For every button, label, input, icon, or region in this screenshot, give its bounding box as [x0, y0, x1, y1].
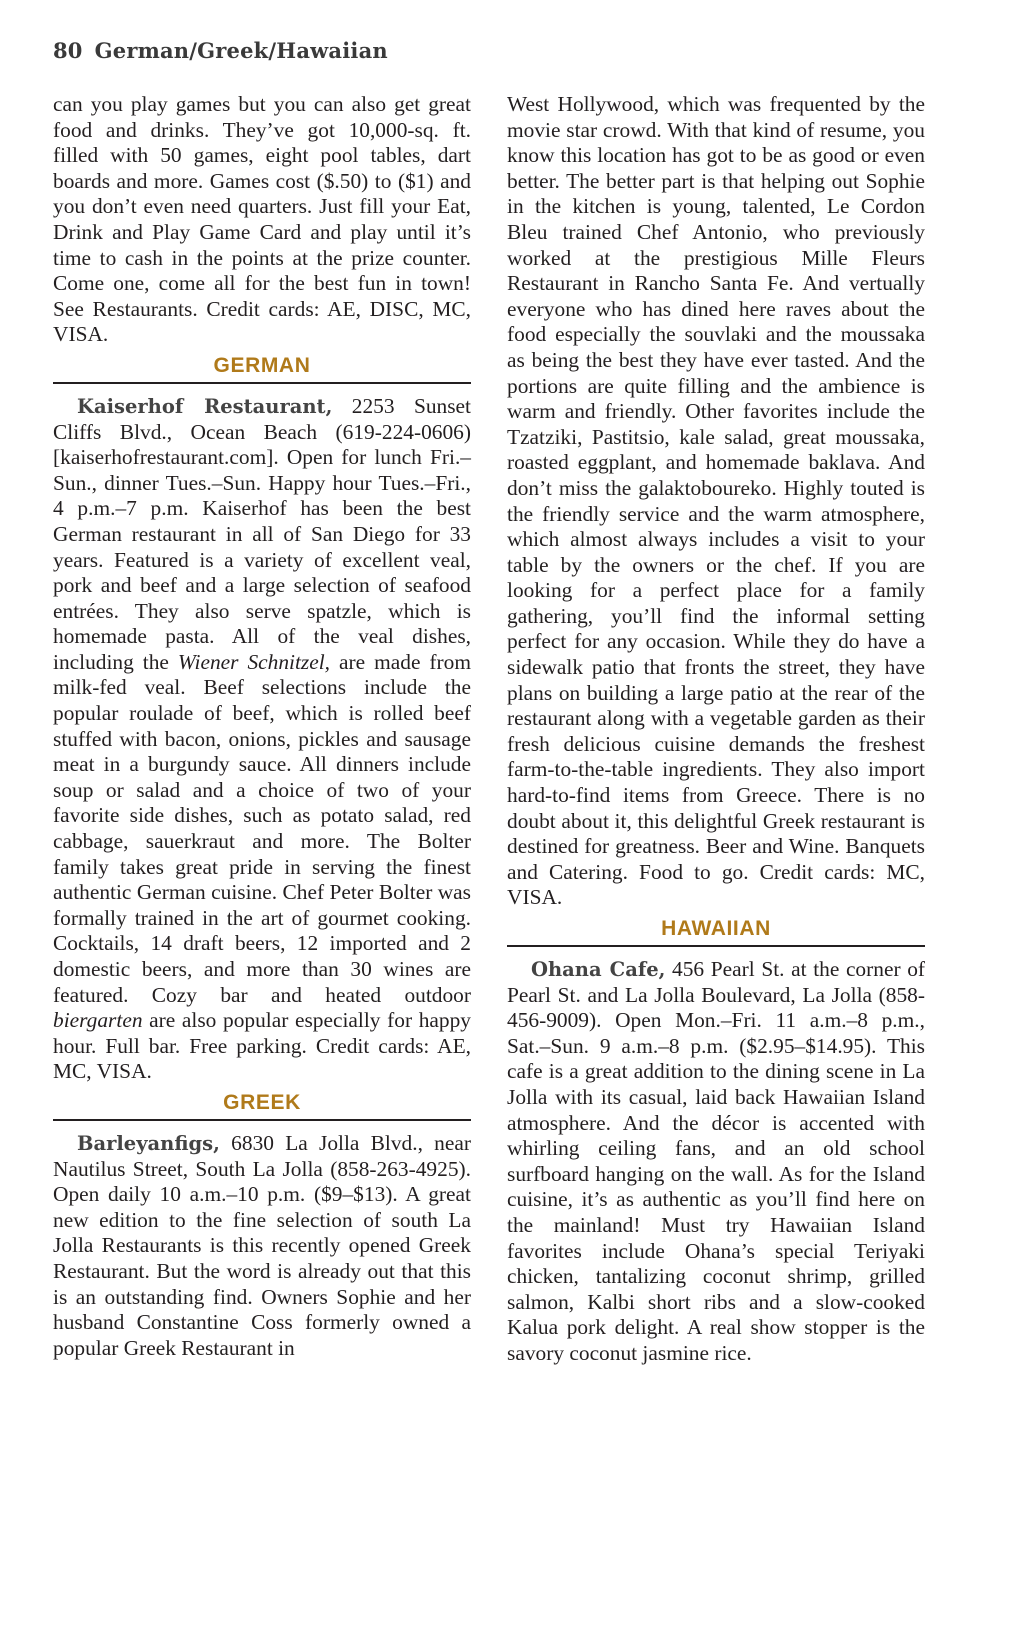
- german-heading: GERMAN: [53, 353, 471, 384]
- running-head: [53, 38, 388, 63]
- greek-heading: GREEK: [53, 1090, 471, 1121]
- kaiserhof-text-2: are made from milk-fed veal. Beef selections include the popular roulade of beef, which is rolled beef stuffed with bacon, onions, pickles and sausage meat in a burgundy sauce. All dinners include soup or salad and a choice of two of your favorite side dishes, such as potato salad, red cabbage, sauerkraut and more. The Bolter family takes great pride in serving the finest authentic German cuisine. Chef Peter Bolter was formally trained in the art of gourmet cooking. Cocktails, 14 draft beers, 12 imported and 2 domestic beers, and more than 30 wines are featured. Cozy bar and heated outdoor: [53, 649, 471, 1007]
- kaiserhof-text-3: are also popular especially for happy hour. Full bar. Free parking. Credit cards: AE, MC, VISA.: [53, 1008, 471, 1084]
- intro-continued-text: can you play games but you can also get great food and drinks. They’ve got 10,000-sq. ft. filled with 50 games, eight pool tables, dart boards and more. Games cost ($.50) to ($1) and you don’t even need quarters. Just fill your Eat, Drink and Play Game Card and play until it’s time to cash in the points at the prize counter. Come one, come all for the best fun in town! See Restaurants. Credit cards: AE, DISC, MC, VISA.: [53, 92, 471, 347]
- ohana-entry: [507, 957, 925, 1367]
- barleyanfigs-entry: [53, 1131, 471, 1361]
- section-title: German/Greek/Hawaiian: [94, 38, 388, 63]
- ohana-text: 456 Pearl St. at the corner of Pearl St. and La Jolla Boulevard, La Jolla (858-456-9009). Open Mon.–Fri. 11 a.m.–8 p.m., Sat.–Sun. 9 a.m.–8 p.m. ($2.95–$14.95). This cafe is a great addition to the dining scene in La Jolla with its casual, laid back Hawaiian Island atmosphere. And the décor is accented with whirling ceiling fans, and an old school surfboard hanging on the wall. As for the Island cuisine, it’s as authentic as you’ll find here on the mainland! Must try Hawaiian Island favorites include Ohana’s special Teriyaki chicken, tantalizing coconut shrimp, grilled salmon, Kalbi short ribs and a slow-cooked Kalua pork delight. A real show stopper is the savory coconut jasmine rice.: [507, 957, 926, 1365]
- kaiserhof-name: Kaiserhof Restaurant,: [77, 394, 333, 418]
- hawaiian-heading: HAWAIIAN: [507, 916, 925, 947]
- left-column: [53, 92, 471, 1361]
- ohana-name: Ohana Cafe,: [531, 958, 666, 981]
- kaiserhof-italic-2: biergarten: [53, 1008, 143, 1033]
- barleyanfigs-continued-text: West Hollywood, which was frequented by the movie star crowd. With that kind of resume, you know this location has got to be as good or even better. The better part is that helping out Sophie in the kitchen is young, talented, Le Cordon Bleu trained Chef Antonio, who previously worked at the prestigious Mille Fleurs Restaurant in Rancho Santa Fe. And vertually everyone who has dined here raves about the food especially the souvlaki and the moussaka as being the best they have ever tasted. And the portions are quite filling and the ambience is warm and friendly. Other favorites include the Tzatziki, Pastitsio, kale salad, great moussaka, roasted eggplant, and homemade baklava. And don’t miss the galaktoboureko. Highly touted is the friendly service and the warm atmosphere, which almost always includes a visit to your table by the owners or the chef. If you are looking for a perfect place for a family gathering, you’ll find the informal setting perfect for any occasion. While they do have a sidewalk patio that fronts the street, they have plans on building a large patio at the rear of the restaurant along with a vegetable garden as their fresh delicious cuisine demands the freshest farm-to-the-table ingredients. They also import hard-to-find items from Greece. There is no doubt about it, this delightful Greek restaurant is destined for greatness. Beer and Wine. Banquets and Catering. Food to go. Credit cards: MC, VISA.: [507, 92, 925, 910]
- barleyanfigs-text: 6830 La Jolla Blvd., near Nautilus Street, South La Jolla (858-263-4925). Open daily 10 a.m.–10 p.m. ($9–$13). A great new edition to the fine selection of south La Jolla Restaurants is this recently opened Greek Restaurant. But the word is already out that this is an outstanding find. Owners Sophie and her husband Constantine Coss formerly owned a popular Greek Restaurant in: [53, 1130, 471, 1360]
- kaiserhof-entry: [53, 394, 471, 1085]
- kaiserhof-italic-1: Wiener Schnitzel,: [177, 649, 331, 674]
- page-number: 80: [53, 38, 83, 63]
- right-column: [507, 92, 925, 1367]
- barleyanfigs-name: Barleyanfigs,: [77, 1131, 220, 1155]
- kaiserhof-text-1: 2253 Sunset Cliffs Blvd., Ocean Beach (619-224-0606) [kaiserhofrestaurant.com]. Open for lunch Fri.–Sun., dinner Tues.–Sun. Happy hour Tues.–Fri., 4 p.m.–7 p.m. Kaiserhof has been the best German restaurant in all of San Diego for 33 years. Featured is a variety of excellent veal, pork and beef and a large selection of seafood entrées. They also serve spatzle, which is homemade pasta. All of the veal dishes, including the: [53, 393, 471, 674]
